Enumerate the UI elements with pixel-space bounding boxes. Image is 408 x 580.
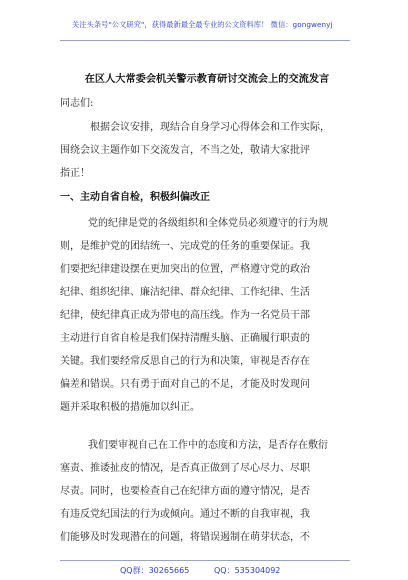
paragraph-line: 们能够及时发现潜在的问题，将错误遏制在萌芽状态，不: [60, 532, 310, 543]
footer-qq-group: QQ群：30265665: [120, 566, 190, 575]
paragraph-line: 偏差和错误。只有勇于面对自己的不足，才能及时发现问: [60, 379, 310, 390]
footer-divider: [60, 560, 350, 561]
footer: [0, 565, 408, 577]
intro-line: 围绕会议主题作如下交流发言，不当之处，敬请大家批评: [60, 145, 310, 156]
salutation: 同志们:: [60, 98, 94, 109]
paragraph-line: 主动进行自省自检是我们保持清醒头脑、正确履行职责的: [60, 333, 310, 344]
paragraph-line: 题并采取积极的措施加以纠正。: [60, 402, 200, 413]
section-heading: 一、主动自省自检，积极纠偏改正: [60, 192, 210, 203]
document-title: 在区人大常委会机关警示教育研讨交流会上的交流发言: [84, 73, 330, 85]
intro-line: 指正！: [60, 168, 90, 179]
paragraph-line: 纪律，使纪律真正成为带电的高压线。作为一名党员干部: [60, 310, 310, 321]
paragraph-line: 关键。我们要经常反思自己的行为和决策，审视是否存在: [60, 356, 310, 367]
footer-qq: QQ：535304092: [214, 566, 281, 575]
paragraph-line: 我们要审视自己在工作中的态度和方法，是否存在敷衍: [88, 440, 328, 451]
paragraph-line: 党的纪律是党的各级组织和全体党员必须遵守的行为规: [88, 218, 328, 229]
intro-line: 根据会议安排，现结合自身学习心得体会和工作实际，: [90, 122, 330, 133]
header-divider: [60, 40, 350, 41]
header-notice: 关注头条号"公文研究"，获得最新最全最专业的公文资料库！ 微信：gongwenyj: [72, 20, 333, 29]
paragraph-line: 纪律、组织纪律、廉洁纪律、群众纪律、工作纪律、生活: [60, 287, 310, 298]
paragraph-line: 塞责、推诿扯皮的情况，是否真正做到了尽心尽力、尽职: [60, 463, 310, 474]
paragraph-line: 尽责。同时，也要检查自己在纪律方面的遵守情况，是否: [60, 486, 310, 497]
paragraph-line: 有违反党纪国法的行为或倾向。通过不断的自我审视，我: [60, 509, 310, 520]
paragraph-line: 则，是维护党的团结统一、完成党的任务的重要保证。我: [60, 241, 310, 252]
paragraph-line: 们要把纪律建设摆在更加突出的位置，严格遵守党的政治: [60, 264, 310, 275]
